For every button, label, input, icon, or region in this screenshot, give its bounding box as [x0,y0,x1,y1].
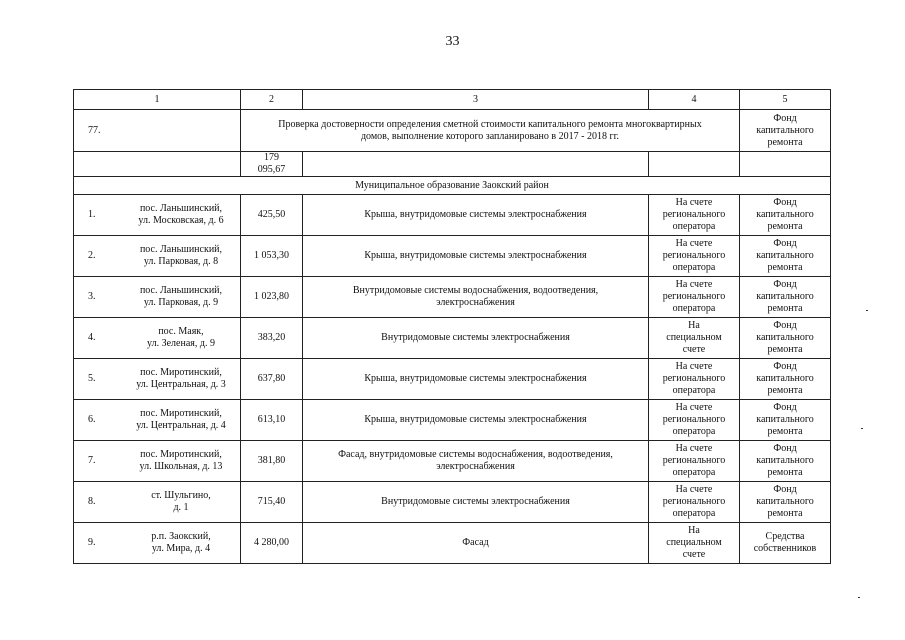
row-cost: 4 280,00 [241,523,303,564]
row-cost: 381,80 [241,441,303,482]
section-title: Муниципальное образование Заокский район [74,177,831,195]
row-number: 3. [88,291,96,303]
scan-speck [866,310,868,311]
account-line3: оператора [672,426,716,437]
section-row [74,177,831,195]
row-account [649,482,740,523]
address-line2: ул. Мира, д. 4 [151,543,211,554]
row-number-address [74,318,241,359]
source-line3: ремонта [767,262,803,273]
row-account [649,523,740,564]
address-line1: пос. Маяк, [158,326,204,337]
account-line3: оператора [672,467,716,478]
row-work: Крыша, внутридомовые системы электроснабжения [303,236,649,277]
table-row [74,318,831,359]
row-work: Крыша, внутридомовые системы электроснабжения [303,359,649,400]
row-account [649,236,740,277]
row-address [126,449,236,473]
row-work: Внутридомовые системы водоснабжения, водоотведения, электроснабжения [303,277,649,318]
repair-table [73,89,831,564]
row-work: Крыша, внутридомовые системы электроснабжения [303,195,649,236]
header-cell: 4 [649,90,740,110]
source-line3: ремонта [767,344,803,355]
source-line2: капитального [756,373,814,384]
total-empty-cell [303,152,649,177]
row-account [649,277,740,318]
total-line2: 095,67 [257,164,286,175]
row-address [126,326,236,350]
row-number: 8. [88,496,96,508]
address-line1: пос. Ланьшинский, [139,203,223,214]
row-account [649,441,740,482]
account-line3: оператора [672,262,716,273]
row-number-address [74,400,241,441]
table-row [74,482,831,523]
header-cell: 1 [74,90,241,110]
header-cell: 2 [241,90,303,110]
address-line2: ул. Школьная, д. 13 [139,461,223,472]
address-line1: пос. Ланьшинский, [139,285,223,296]
header-cell: 3 [303,90,649,110]
source-line3: ремонта [767,303,803,314]
row-cost: 715,40 [241,482,303,523]
row-account [649,400,740,441]
row-work: Фасад [303,523,649,564]
total-cost [241,152,303,177]
header-row [74,90,831,110]
source-line1: Фонд [773,197,797,208]
row-cost: 425,50 [241,195,303,236]
address-line1: пос. Миротинский, [140,408,222,419]
source-line1: Фонд [773,402,797,413]
row-account [649,195,740,236]
row-number: 5. [88,373,96,385]
address-line2: ул. Парковая, д. 8 [143,256,219,267]
item-77-fund: Фонд капитального ремонта [740,110,831,152]
account-line1: На [688,525,700,536]
row-address [126,285,236,309]
item-77-number: 77. [74,110,241,152]
scan-speck [861,428,863,429]
table-row [74,523,831,564]
account-line1: На счете [675,361,713,372]
row-source [740,359,831,400]
total-empty-cell [649,152,740,177]
row-number-address [74,236,241,277]
address-line2: ул. Московская, д. 6 [138,215,224,226]
account-line2: специальном [666,537,722,548]
row-source [740,236,831,277]
source-line3: ремонта [767,385,803,396]
address-line2: ул. Зеленая, д. 9 [147,338,215,349]
account-line2: регионального [662,414,726,425]
row-source [740,523,831,564]
header-cell: 5 [740,90,831,110]
row-cost: 1 053,30 [241,236,303,277]
item-77-text: Проверка достоверности определения сметной стоимости капитального ремонта многоквартирных домов, выполнение которого запланировано в 2017 - 2018 гг. [241,110,740,152]
row-account [649,359,740,400]
row-number-address [74,277,241,318]
row-number: 7. [88,455,96,467]
row-source [740,400,831,441]
address-line2: д. 1 [173,502,189,513]
source-line2: собственников [753,543,817,554]
table-row [74,359,831,400]
source-line3: ремонта [767,221,803,232]
row-number: 6. [88,414,96,426]
account-line2: регионального [662,250,726,261]
source-line1: Фонд [773,443,797,454]
account-line3: оператора [672,221,716,232]
source-line3: ремонта [767,467,803,478]
source-line2: капитального [756,455,814,466]
source-line2: капитального [756,332,814,343]
row-source [740,195,831,236]
row-source [740,277,831,318]
source-line2: капитального [756,291,814,302]
row-address [126,203,236,227]
table-row [74,441,831,482]
source-line1: Фонд [773,279,797,290]
row-address [126,490,236,514]
source-line2: капитального [756,209,814,220]
table-row [74,277,831,318]
account-line2: регионального [662,373,726,384]
row-source [740,482,831,523]
account-line3: счете [682,549,706,560]
row-cost: 613,10 [241,400,303,441]
source-line2: капитального [756,414,814,425]
account-line2: регионального [662,496,726,507]
source-line1: Фонд [773,361,797,372]
account-line3: оператора [672,508,716,519]
row-source [740,318,831,359]
row-address [126,531,236,555]
account-line2: регионального [662,455,726,466]
account-line3: оператора [672,303,716,314]
account-line1: На счете [675,197,713,208]
source-line3: ремонта [767,426,803,437]
row-address [126,408,236,432]
row-work: Крыша, внутридомовые системы электроснабжения [303,400,649,441]
row-address [126,244,236,268]
address-line1: пос. Ланьшинский, [139,244,223,255]
row-work: Внутридомовые системы электроснабжения [303,318,649,359]
source-line1: Фонд [773,484,797,495]
account-line1: На [688,320,700,331]
address-line2: ул. Центральная, д. 4 [136,420,226,431]
account-line1: На счете [675,443,713,454]
account-line2: специальном [666,332,722,343]
table-row [74,195,831,236]
source-line1: Фонд [773,320,797,331]
address-line2: ул. Парковая, д. 9 [143,297,219,308]
account-line3: счете [682,344,706,355]
address-line1: пос. Миротинский, [140,449,222,460]
row-number-address [74,523,241,564]
row-number-address [74,441,241,482]
address-line2: ул. Центральная, д. 3 [136,379,226,390]
source-line2: капитального [756,496,814,507]
row-address [126,367,236,391]
page-number: 33 [445,34,460,49]
row-cost: 1 023,80 [241,277,303,318]
account-line1: На счете [675,402,713,413]
row-number-address [74,195,241,236]
account-line3: оператора [672,385,716,396]
account-line2: регионального [662,291,726,302]
row-account [649,318,740,359]
scan-speck [858,597,860,598]
item-77-row [74,110,831,152]
total-empty-cell [740,152,831,177]
address-line1: пос. Миротинский, [140,367,222,378]
account-line1: На счете [675,279,713,290]
row-number: 2. [88,250,96,262]
source-line3: ремонта [767,508,803,519]
source-line1: Фонд [773,238,797,249]
row-number-address [74,482,241,523]
address-line1: р.п. Заокский, [151,531,211,542]
row-work: Фасад, внутридомовые системы водоснабжения, водоотведения, электроснабжения [303,441,649,482]
source-line1: Средства [765,531,805,542]
table-row [74,236,831,277]
account-line2: регионального [662,209,726,220]
address-line1: ст. Шульгино, [151,490,211,501]
row-number: 4. [88,332,96,344]
source-line2: капитального [756,250,814,261]
total-empty-cell [74,152,241,177]
row-cost: 637,80 [241,359,303,400]
account-line1: На счете [675,238,713,249]
total-line1: 179 [264,152,279,163]
row-source [740,441,831,482]
row-work: Внутридомовые системы электроснабжения [303,482,649,523]
total-row [74,152,831,177]
table-row [74,400,831,441]
row-number: 1. [88,209,96,221]
row-number-address [74,359,241,400]
row-number: 9. [88,537,96,549]
account-line1: На счете [675,484,713,495]
row-cost: 383,20 [241,318,303,359]
